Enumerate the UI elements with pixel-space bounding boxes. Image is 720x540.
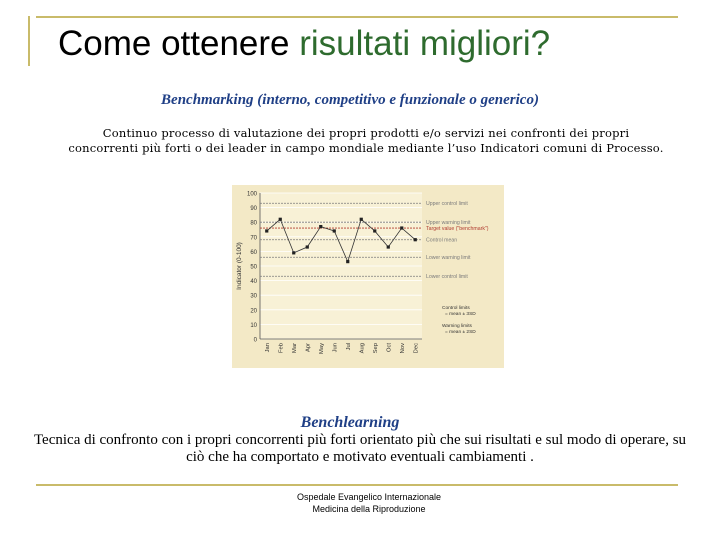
data-point [387,245,390,248]
x-tick-label: May [318,343,325,354]
control-chart [232,185,504,368]
title-accent-horizontal-rule [36,16,678,18]
y-tick-label: 90 [250,206,257,213]
limits-note-formula: = mean ± 2SD [445,330,476,335]
slide-title [58,22,550,66]
y-tick-label: 100 [246,191,257,198]
data-point [360,218,363,221]
x-tick-label: Sep [372,343,379,354]
x-tick-label: Jun [332,343,339,353]
y-tick-label: 40 [250,279,257,286]
reference-line-label: Lower warning limit [426,255,471,262]
x-tick-label: Aug [359,343,366,354]
y-tick-label: 60 [250,249,257,256]
data-point [279,218,282,221]
slide-title-part2: risultati migliori? [299,24,551,63]
footer [0,491,720,515]
reference-line-label: Control mean [426,237,458,244]
reference-line-label: Upper warning limit [426,220,471,227]
x-tick-label: Nov [399,343,406,354]
limits-note-title: Warning limits [442,324,472,329]
y-tick-label: 70 [250,235,257,242]
reference-line-label: Upper control limit [426,201,468,208]
y-tick-label: 30 [250,293,257,300]
data-point [265,229,268,232]
y-tick-label: 20 [250,308,257,315]
slide-title-part1: Come ottenere [58,24,300,63]
y-tick-label: 80 [250,220,257,227]
x-tick-label: Dec [413,343,420,354]
limits-note-formula: = mean ± 3SD [445,312,476,317]
y-tick-label: 0 [253,337,257,344]
reference-line-label: Target value ("benchmark") [426,226,489,233]
reference-line-label: Lower control limit [426,274,468,281]
footer-institution: Ospedale Evangelico Internazionale [296,492,442,502]
data-point [319,225,322,228]
data-point [373,229,376,232]
y-tick-label: 10 [250,322,257,329]
x-tick-label: Jan [264,343,271,353]
footer-rule [36,484,678,486]
y-tick-label: 50 [250,264,257,271]
footer-department: Medicina della Riproduzione [312,504,426,514]
control-chart-svg [232,185,504,368]
limits-note-title: Control limits [442,306,470,311]
data-point [292,251,295,254]
x-tick-label: Apr [305,343,312,353]
x-tick-label: Jul [345,343,352,351]
data-point [306,245,309,248]
benchlearning-heading: Benchlearning [300,414,400,431]
x-tick-label: Feb [278,343,285,353]
benchmarking-description: Continuo processo di valutazione dei propri prodotti e/o servizi nei confronti dei propri concorrenti più forti o dei leader in campo mondiale mediante l’uso Indicatori comuni di Processo. [68,126,664,155]
data-point [414,238,417,241]
benchmarking-heading: Benchmarking (interno, competitivo e funzionale o generico) [161,92,539,108]
data-point [333,229,336,232]
title-accent-vertical-rule [28,16,30,66]
benchlearning-description: Tecnica di confronto con i propri concorrenti più forti orientato più che sui risultati e sul modo di operare, su ciò che ha comportato e motivato eventuali cambiamenti . [33,432,687,465]
y-axis-label: Indicator (0-100) [236,242,243,290]
data-point [400,226,403,229]
data-point [346,260,349,263]
x-tick-label: Oct [386,343,393,353]
x-tick-label: Mar [291,343,298,353]
